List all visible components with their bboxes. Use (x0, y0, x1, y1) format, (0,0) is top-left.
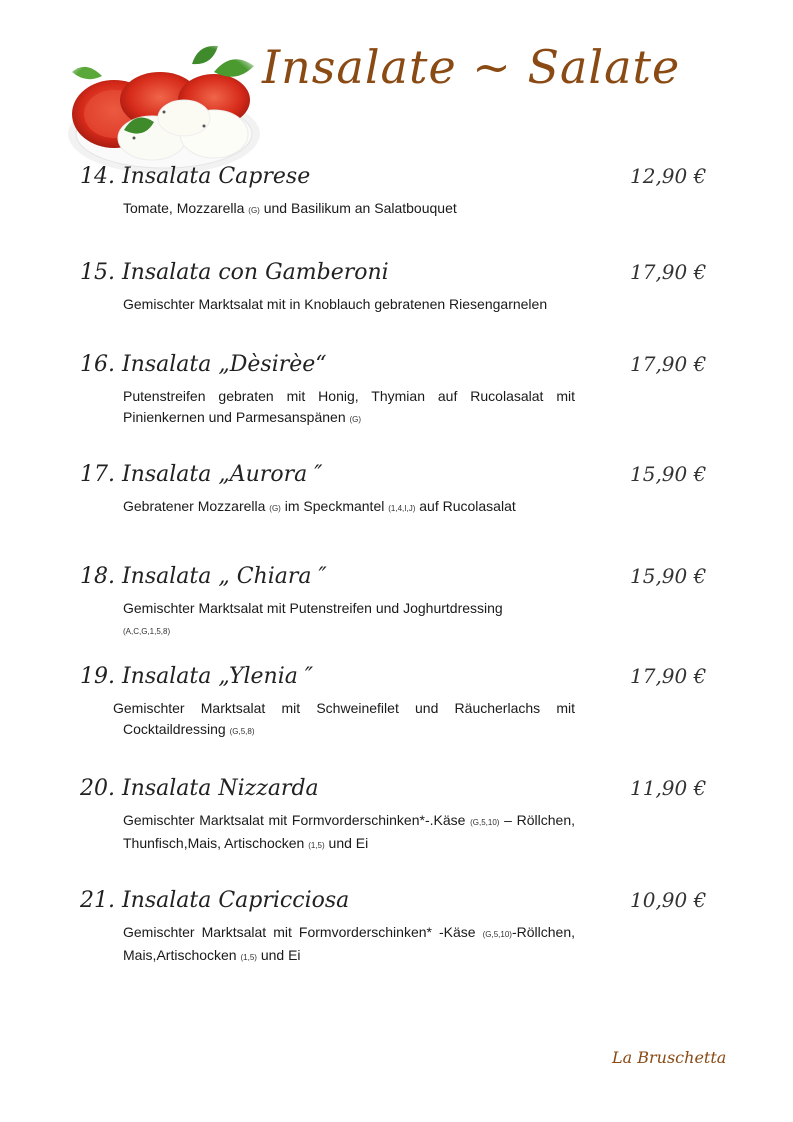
page-title: Insalate ~ Salate (262, 40, 681, 94)
description-text: und Basilikum an Salatbouquet (259, 200, 457, 216)
allergen-code: (1,5) (240, 953, 257, 962)
description-text: Gemischter Marktsalat mit in Knoblauch gebratenen Riesengarnelen (123, 296, 548, 312)
menu-item-description (123, 386, 575, 430)
menu-item-description (123, 598, 575, 642)
menu-item-description (113, 698, 575, 742)
allergen-code: (G) (269, 504, 281, 513)
menu-item-description (123, 496, 575, 519)
allergen-code: (A,C,G,1,5,8) (123, 627, 171, 636)
allergen-code: (1,5) (308, 841, 325, 850)
description-text: Gemischter Marktsalat mit Putenstreifen und Joghurtdressing (123, 600, 503, 616)
description-text: Gemischter Marktsalat mit Formvorderschinken*-.Käse (123, 812, 471, 828)
menu-item-price: 17,90 € (630, 352, 707, 376)
allergen-code: (G,5,8) (229, 727, 255, 736)
menu-item-name: 18. Insalata „ Chiara ″ (80, 564, 327, 589)
allergen-code: (G) (349, 415, 362, 424)
description-text: im Speckmantel (280, 498, 389, 514)
menu-item-price: 17,90 € (630, 664, 707, 688)
allergen-code: (G) (248, 206, 260, 215)
description-text: und Ei (324, 835, 369, 851)
description-text: – Röllchen, Thunfisch,Mais, Artischocken (123, 812, 575, 851)
menu-item-name: 21. Insalata Capricciosa (80, 888, 350, 913)
menu-item-description (123, 198, 575, 221)
menu-item-price: 15,90 € (630, 462, 707, 486)
menu-item-price: 11,90 € (630, 776, 707, 800)
description-text: Tomate, Mozzarella (123, 200, 249, 216)
menu-item-name: 20. Insalata Nizzarda (80, 776, 319, 801)
menu-item-name: 14. Insalata Caprese (80, 164, 311, 189)
menu-item-price: 17,90 € (630, 260, 707, 284)
description-text: Putenstreifen gebraten mit Honig, Thymian auf Rucolasalat mit Pinienkernen und Parmesanspänen (123, 388, 575, 425)
menu-item-name: 19. Insalata „Ylenia ″ (80, 664, 314, 689)
restaurant-brand: La Bruschetta (612, 1048, 727, 1067)
menu-item-name: 17. Insalata „Aurora ″ (80, 462, 323, 487)
allergen-code: (G,5,10) (482, 930, 512, 939)
menu-item-description (123, 922, 575, 968)
description-text: Gebratener Mozzarella (123, 498, 270, 514)
menu-item-name: 16. Insalata „Dèsirèe“ (80, 352, 327, 377)
menu-item-description (123, 294, 575, 315)
description-text: und Ei (256, 947, 301, 963)
menu-item-price: 12,90 € (630, 164, 707, 188)
description-text: Gemischter Marktsalat mit Schweinefilet und Räucherlachs mit Cocktaildressing (113, 700, 575, 737)
description-text: auf Rucolasalat (415, 498, 516, 514)
allergen-code: (1,4,I,J) (388, 504, 416, 513)
caprese-salad-photo (64, 42, 264, 180)
menu-item-description (123, 810, 575, 856)
description-text: -Röllchen, Mais,Artischocken (123, 924, 575, 963)
menu-item-price: 15,90 € (630, 564, 707, 588)
menu-item-name: 15. Insalata con Gamberoni (80, 260, 389, 285)
allergen-code: (G,5,10) (470, 818, 500, 827)
description-text: Gemischter Marktsalat mit Formvorderschinken* -Käse (123, 924, 483, 940)
menu-item-price: 10,90 € (630, 888, 707, 912)
